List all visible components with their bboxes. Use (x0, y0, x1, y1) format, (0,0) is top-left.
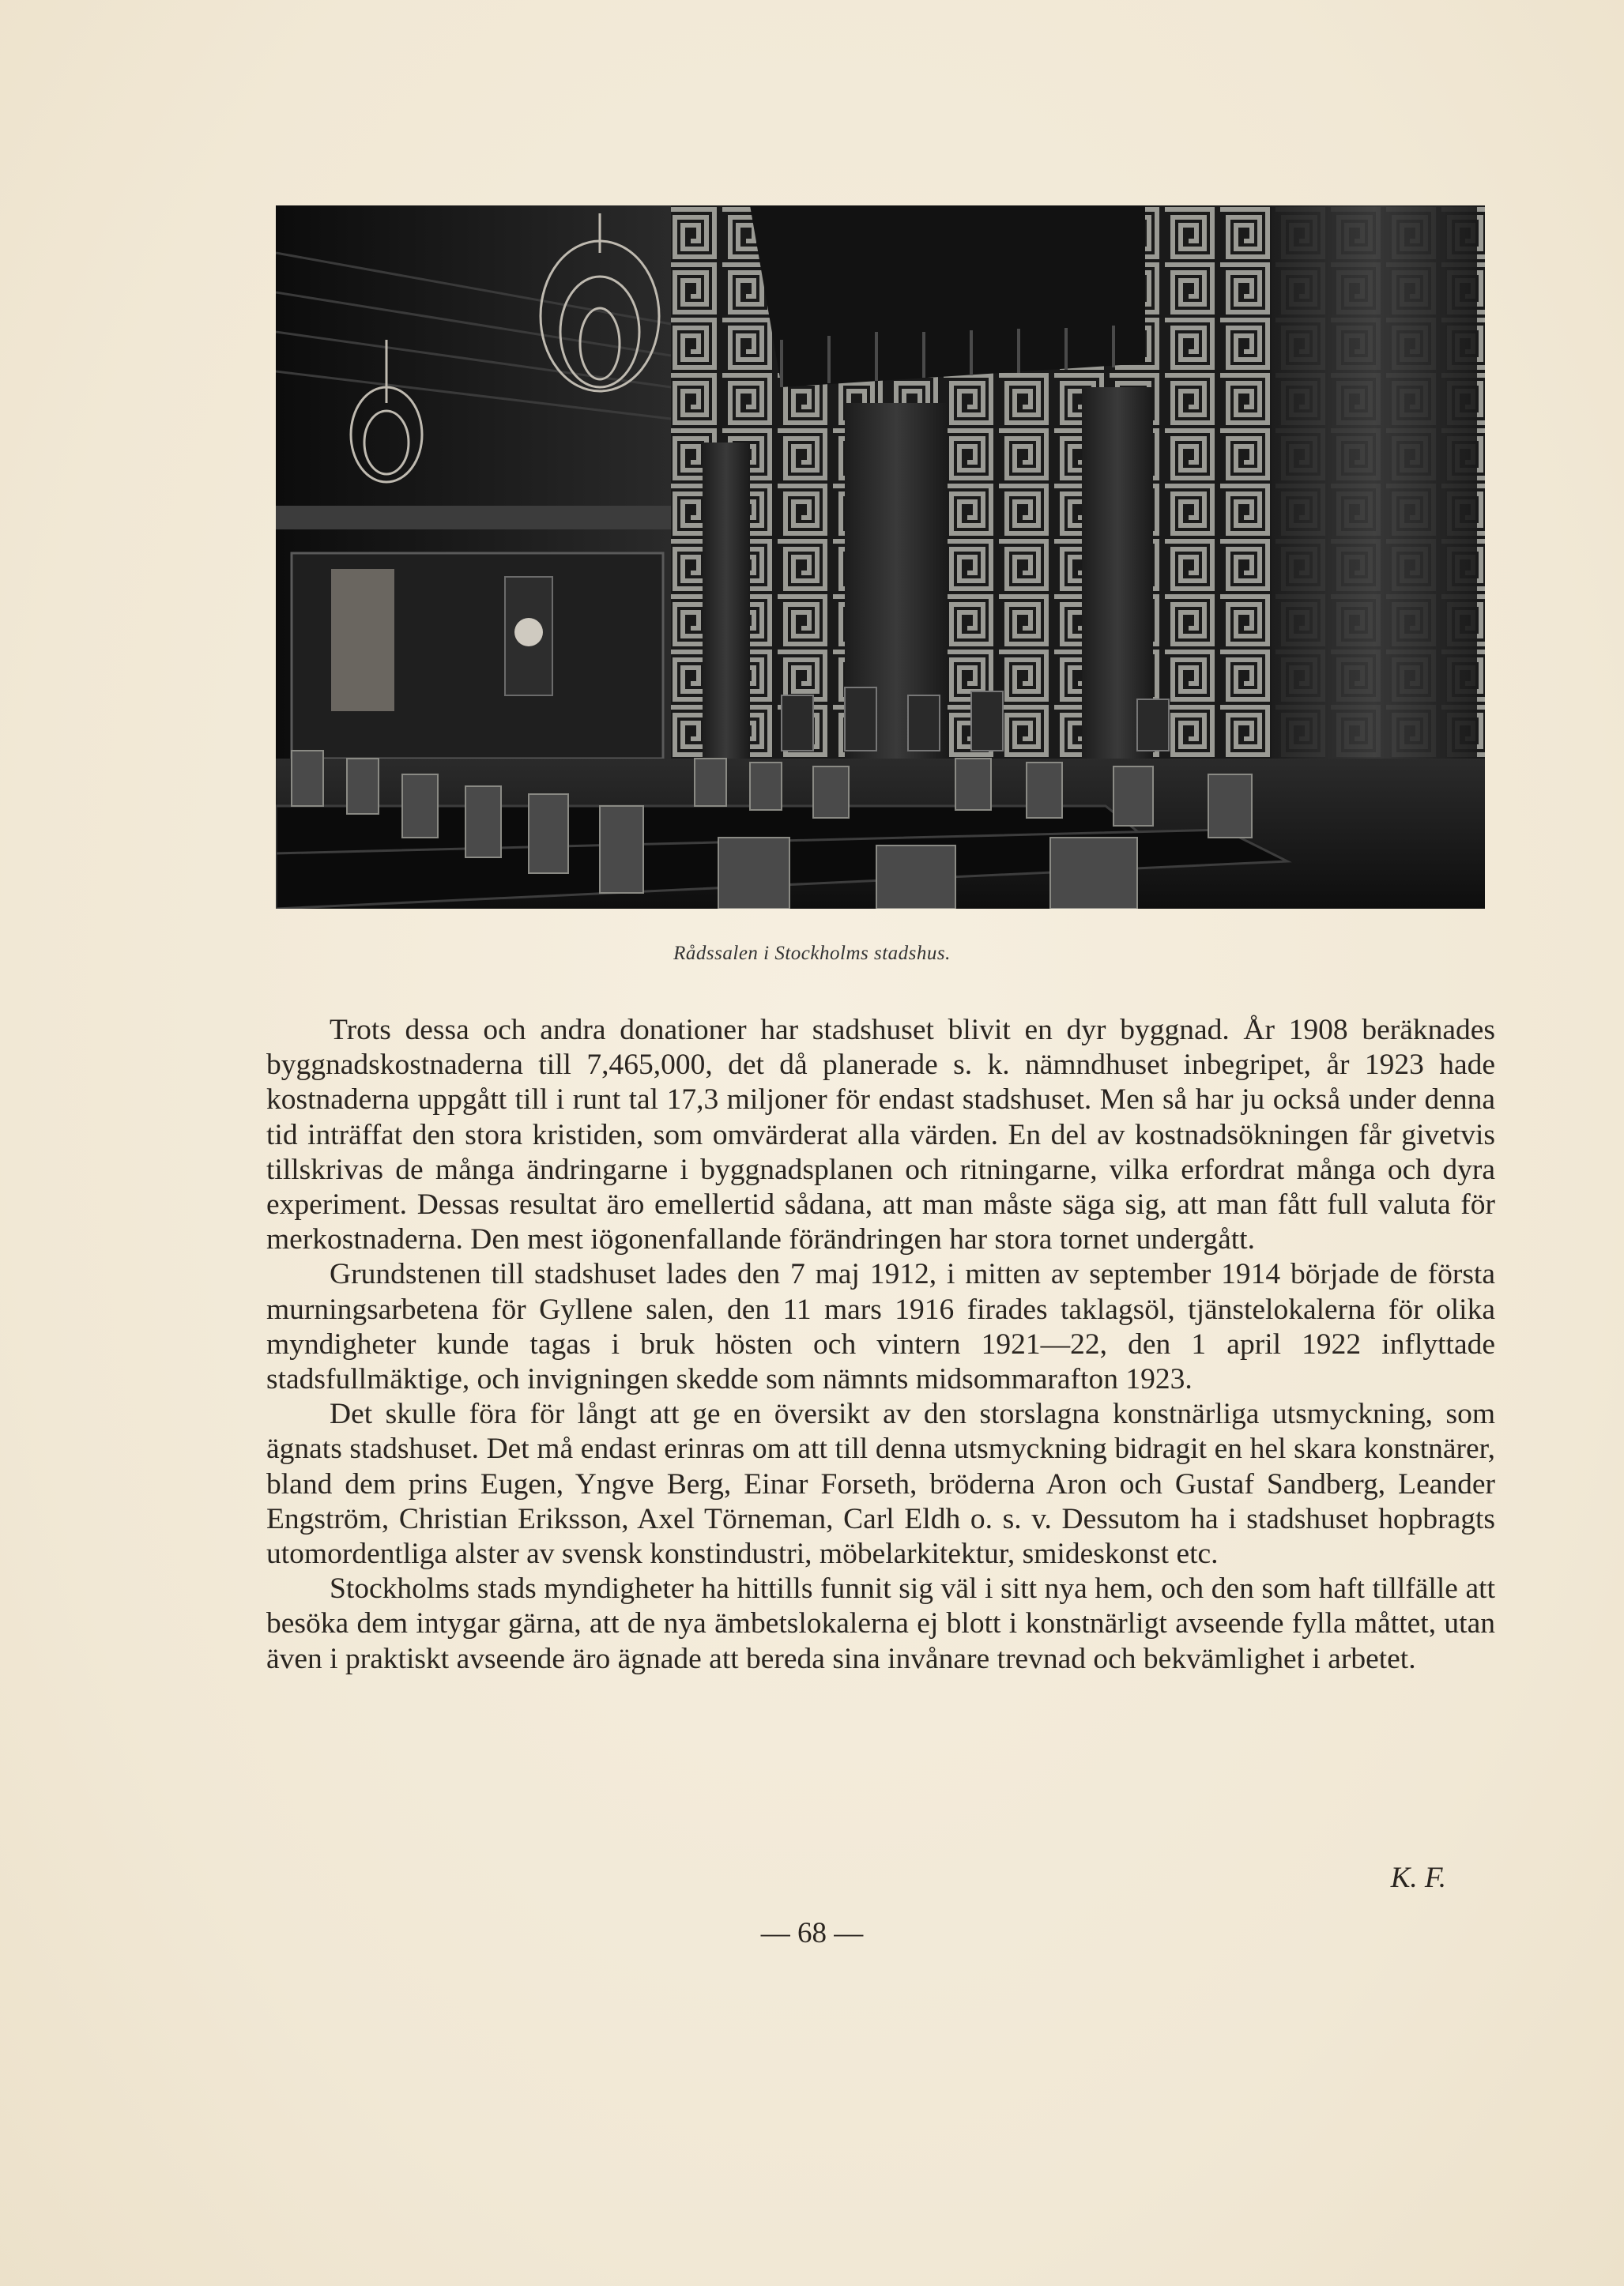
paragraph-4: Stockholms stads myndigheter ha hittills funnit sig väl i sitt nya hem, och den som haft tillfälle att besöka dem intygar gärna, att de nya ämbetslokalerna ej blott i konstnärligt avseende fylla måttet, utan även i praktiskt avseende äro ägnade att bereda sina invånare trevnad och bekvämlighet i arbetet. (266, 1572, 1495, 1675)
paragraph-1: Trots dessa och andra donationer har stadshuset blivit en dyr byggnad. År 1908 beräknades byggnadskostnaderna till 7,465,000, det då planerade s. k. nämndhuset inbegripet, år 1923 hade kostnaderna uppgått till i runt tal 17,3 miljoner för endast stadshuset. Men så har ju också under denna tid inträffat den stora kristiden, som omvärderat alla värden. En del av kostnadsökningen får givetvis tillskrivas de många ändringarne i byggnadsplanen och ritningarne, vilka erfordrat många och dyra experiment. Dessas resultat äro emellertid sådana, att man måste säga sig, att man fått full valuta för merkostnaderna. Den mest iögonenfallande förändringen har stora tornet undergått. (266, 1014, 1495, 1256)
paragraph-2: Grundstenen till stadshuset lades den 7 maj 1912, i mitten av september 1914 började de första murningsarbetena för Gyllene salen, den 11 mars 1916 firades taklagsöl, tjänstelokalerna för olika myndigheter kunde tagas i bruk hösten och vintern 1921—22, den 1 april 1922 inflyttade stadsfullmäktige, och invigningen skedde som nämnts midsommarafton 1923. (266, 1258, 1495, 1396)
photo-caption: Rådssalen i Stockholms stadshus. (673, 943, 951, 964)
council-chamber-photo (276, 205, 1485, 909)
author-signature: K. F. (1390, 1862, 1446, 1894)
body-text (266, 1013, 1495, 1677)
paragraph-3: Det skulle föra för långt att ge en översikt av den storslagna konstnärliga utsmyckning, som ägnats stadshuset. Det må endast erinras om att till denna utsmyckning bidragit en hel skara konstnärer, bland dem prins Eugen, Yngve Berg, Einar Forseth, bröderna Aron och Gustaf Sandberg, Leander Engström, Christian Eriksson, Axel Törneman, Carl Eldh o. s. v. Dessutom ha i stadshuset hopbragts utomordentliga alster av svensk konstindustri, möbelarkitektur, smideskonst etc. (266, 1398, 1495, 1571)
page-number: — 68 — (760, 1917, 864, 1949)
